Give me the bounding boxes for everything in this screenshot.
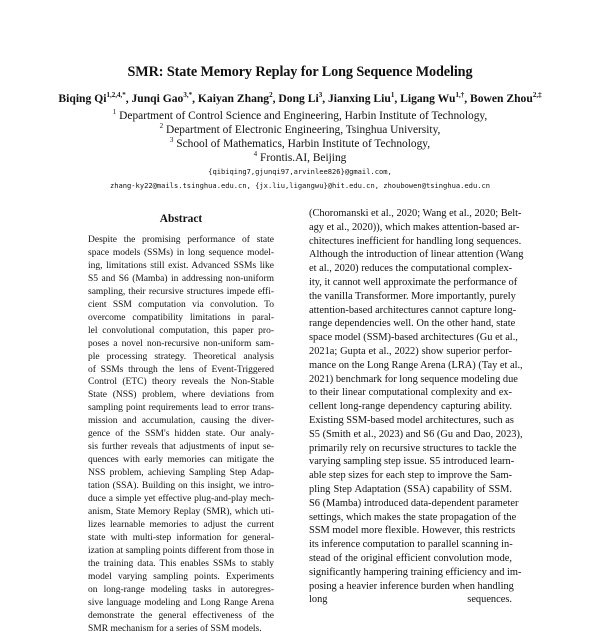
author-name: Ligang Wu	[400, 92, 455, 105]
author-affiliation-mark: 3,*	[183, 91, 192, 99]
abstract-line: the training data. This enables SSMs to stably	[88, 560, 274, 570]
abstract-line: lizes learnable memories to adjust the current	[88, 521, 274, 531]
abstract-line: ing, limitations still exist. Advanced SSMs like	[88, 262, 274, 272]
abstract-line: sampling point requirements lead to error trans-	[88, 404, 274, 414]
body-text-line: (Choromanski et al., 2020; Wang et al., 2020; Belt-	[309, 209, 512, 219]
abstract-line: NSS problem, achieving Sampling Step Adap-	[88, 469, 274, 479]
abstract-line: Control (ETC) theory reveals the Non-Stable	[88, 378, 274, 388]
abstract-line: sive language modeling and Long Range Arena	[88, 599, 274, 609]
body-text-line: chitectures inefficient for handling long sequences.	[309, 237, 512, 247]
affiliation-2: $^2$ Department of Electronic Engineering, Tsinghua University,	[0, 122, 600, 136]
author-list: Biqing $Qi^{1,2,4,*}$, Junqi Gao$^{3,*}$, Kaiyan Zhang$^2$, Dong Li$^3$, Jianxing Liu$^1$, Ligang $Wu^{1,\dagger}$, Bowen Zhou$^{2,\ddagger}$	[0, 91, 600, 105]
body-text-line: 2021a; Gupta et al., 2022) show superior perfor-	[309, 347, 512, 357]
body-text-line: varying sampling step issue. S5 introduced learn-	[309, 457, 512, 467]
abstract-line: cient SSM computation via convolution. To	[88, 301, 274, 311]
body-text-line: Existing SSM-based model architectures, such as	[309, 416, 512, 426]
body-text-line: ity, it cannot well approximate the performance of	[309, 278, 512, 288]
abstract-line: sampling, their recursive structures impede effi-	[88, 288, 274, 298]
body-text-line: to their linear computational complexity and ex-	[309, 388, 512, 398]
abstract-line: ple processing strategy. Theoretical analysis	[88, 353, 274, 363]
body-text-line: Although the introduction of linear attention (Wang	[309, 250, 512, 260]
paper-title: SMR: State Memory Replay for Long Sequence Modeling	[0, 64, 600, 81]
abstract-line: mission and accumulation, causing the diver-	[88, 417, 274, 427]
body-text-line: agy et al., 2020)), which makes attention-based ar-	[309, 223, 512, 233]
abstract-line: state with multi-step information for general-	[88, 534, 274, 544]
body-text-line: long sequences.	[309, 595, 512, 605]
body-text-line: stead of the original efficient convolution mode,	[309, 554, 512, 564]
abstract-line: anism, State Memory Replay (SMR), which uti-	[88, 508, 274, 518]
abstract-line: duce a simple yet effective plug-and-play mech-	[88, 495, 274, 505]
body-text-line: pling Step Adaptation (SSA) capability of SSM.	[309, 485, 512, 495]
body-text-line: able step sizes for each step to improve the Sam-	[309, 471, 512, 481]
body-text-line: range dependencies well. On the other hand, state	[309, 319, 512, 329]
author-affiliation-mark: 1,†	[455, 91, 464, 99]
email-line-1: {qibiqing7,gjunqi97,arvinlee826}@gmail.com,	[0, 167, 600, 176]
abstract-line: SMR mechanism for a series of SSM models.	[88, 625, 274, 634]
body-text-line: S6 (Mamba) introduced data-dependent parameter	[309, 499, 512, 509]
author-name: Bowen Zhou	[470, 92, 533, 105]
abstract-line: poses a novel non-recursive non-uniform sam-	[88, 340, 274, 350]
abstract-line: S5 and S6 (Mamba) in addressing non-uniform	[88, 275, 274, 285]
body-text-line: the vanilla Transformer. More importantly, purely	[309, 292, 512, 302]
abstract-line: tation (SSA). Building on this insight, we intro-	[88, 482, 274, 492]
affiliation-3: $^3$ School of Mathematics, Harbin Institute of Technology,	[0, 136, 600, 150]
body-text-line: SSM model more flexible. However, this restricts	[309, 526, 512, 536]
body-text-line: cellent long-range dependency capturing ability.	[309, 402, 512, 412]
body-text-line: settings, which makes the state propagation of the	[309, 513, 512, 523]
body-text-line: S5 (Smith et al., 2023) and S6 (Gu and Dao, 2023),	[309, 430, 512, 440]
author-name: Dong Li	[278, 92, 318, 105]
body-text-line: mance on the Long Range Arena (LRA) (Tay et al.,	[309, 361, 512, 371]
body-text-line: et al., 2020) reduces the computational complex-	[309, 264, 512, 274]
body-text-line: 2021) benchmark for long sequence modeling due	[309, 375, 512, 385]
abstract-line: sis further reveals that adjustments of input se-	[88, 443, 274, 453]
body-text-line: space model (SSM)-based architectures (Gu et al.,	[309, 333, 512, 343]
abstract-line: State (NSS) problem, where deviations from	[88, 391, 274, 401]
affiliation-1: $^1$ Department of Control Science and Engineering, Harbin Institute of Technology,	[0, 108, 600, 122]
affiliation-4: $^4$ Frontis.AI, Beijing	[0, 150, 600, 164]
body-text-line: its inference computation to parallel scanning in-	[309, 540, 512, 550]
author-affiliation-mark: 1	[391, 91, 395, 99]
abstract-line: space models (SSMs) in long sequence model-	[88, 249, 274, 259]
email-line-2: zhang-ky22@mails.tsinghua.edu.cn, {jx.liu,ligangwu}@hit.edu.cn, zhoubowen@tsinghua.edu.cn	[0, 181, 600, 190]
abstract-line: on long-range modeling tasks in autoregres-	[88, 586, 274, 596]
body-text-line: attention-based architectures cannot capture long-	[309, 306, 512, 316]
author-affiliation-mark: 2	[269, 91, 273, 99]
body-text-line: significantly hampering training efficiency and im-	[309, 568, 512, 578]
body-text-line: primarily rely on recursive structures to tackle the	[309, 444, 512, 454]
author-affiliation-mark: 1,2,4,*	[106, 91, 125, 99]
abstract-line: lel convolutional computation, this paper pro-	[88, 327, 274, 337]
author-name: Kaiyan Zhang	[198, 92, 269, 105]
abstract-heading: Abstract	[88, 213, 274, 225]
abstract-line: ization at sampling points different from those in	[88, 547, 274, 557]
abstract-line: quences with early memories can mitigate the	[88, 456, 274, 466]
author-affiliation-mark: 3	[319, 91, 323, 99]
abstract-line: of SSMs through the lens of Event-Triggered	[88, 366, 274, 376]
abstract-line: overcome compatibility limitations in paral-	[88, 314, 274, 324]
abstract-line: Despite the promising performance of state	[88, 236, 274, 246]
abstract-line: gence of the SSM's hidden state. Our analy-	[88, 430, 274, 440]
author-name: Biqing Qi	[58, 92, 106, 105]
author-affiliation-mark: 2,‡	[533, 91, 542, 99]
author-name: Jianxing Liu	[328, 92, 391, 105]
author-name: Junqi Gao	[131, 92, 183, 105]
abstract-line: demonstrate the general effectiveness of the	[88, 612, 274, 622]
body-text-line: posing a heavier inference burden when handling	[309, 582, 512, 592]
abstract-line: model varying sampling points. Experiments	[88, 573, 274, 583]
